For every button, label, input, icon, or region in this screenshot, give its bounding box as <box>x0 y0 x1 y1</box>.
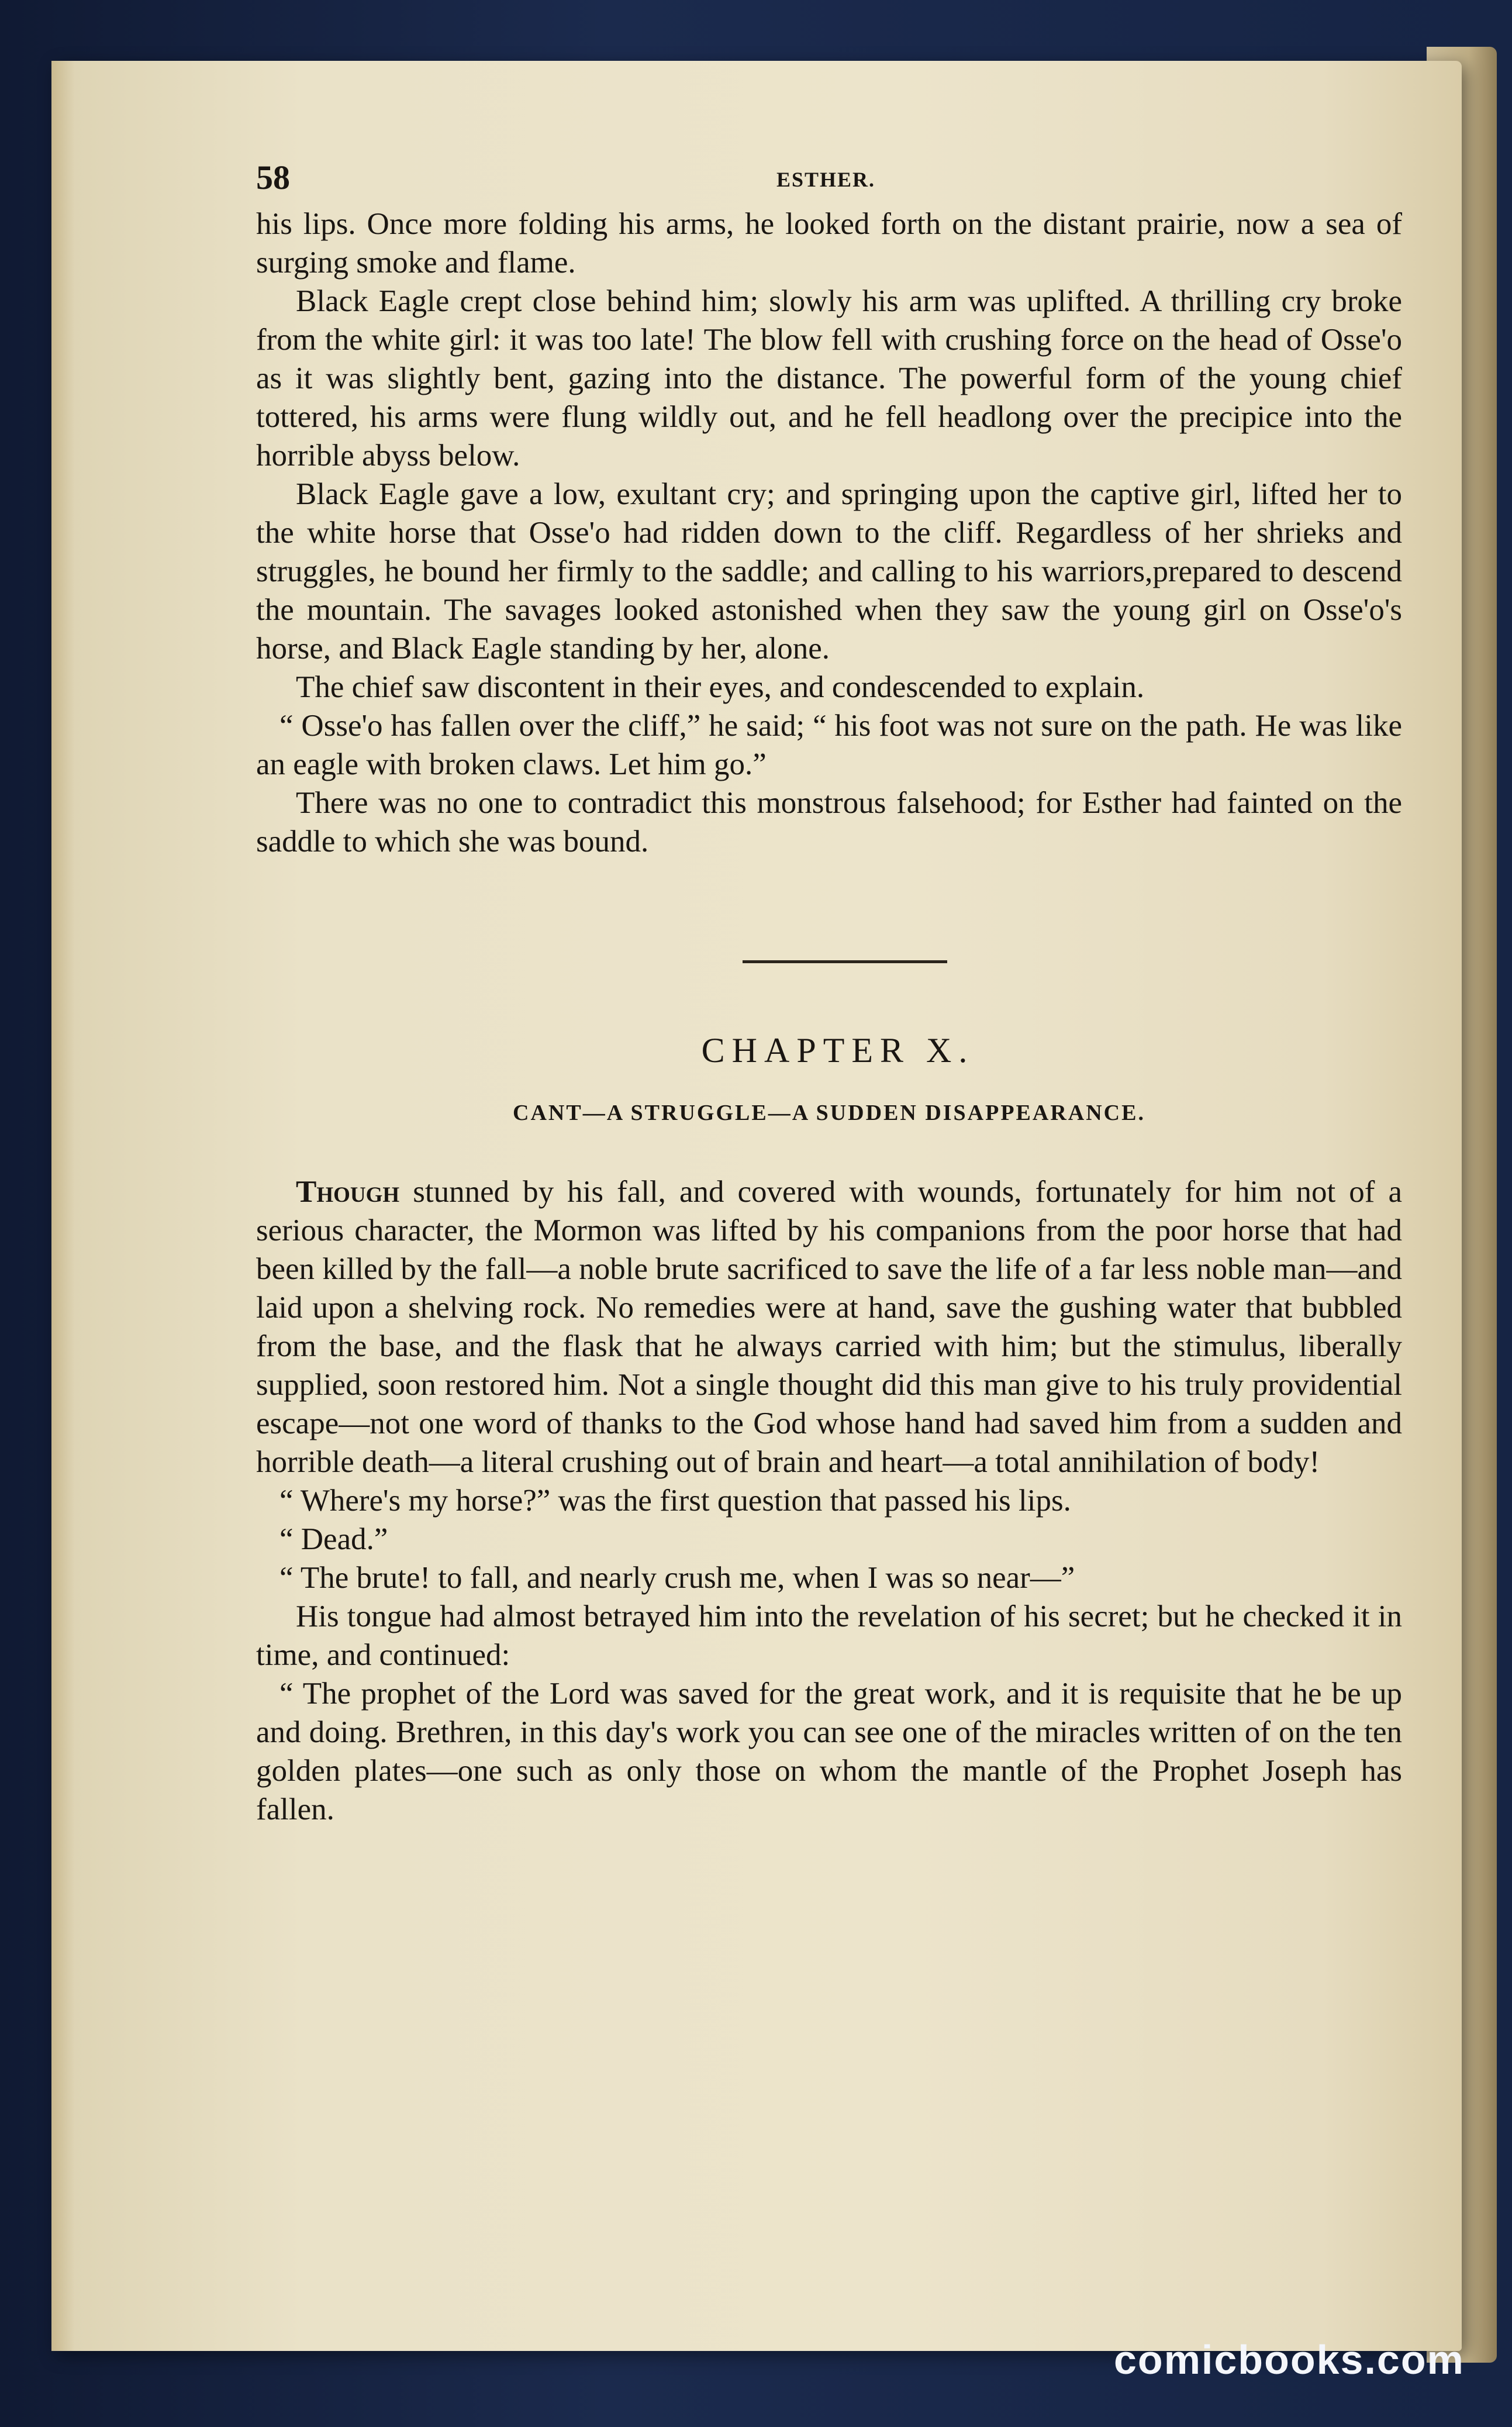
paragraph: “ Dead.” <box>279 1522 388 1556</box>
drop-word: Though <box>296 1175 400 1209</box>
running-title: ESTHER. <box>776 168 876 191</box>
paragraph: There was no one to contradict this monstrous falsehood; for Esther had fainted on the saddle to which she was bound. <box>256 786 1402 859</box>
paragraph: Black Eagle crept close behind him; slowly his arm was uplifted. A thrilling cry broke from the white girl: it was too late! The blow fell with crushing force on the head of Osse'o as it was slightly bent, gazing into the distance. The powerful form of the young chief tottered, his arms were flung wildly out, and he fell headlong over the precipice into the horrible abyss below. <box>256 284 1402 473</box>
section-divider <box>743 960 947 963</box>
paragraph: “ The prophet of the Lord was saved for the great work, and it is requisite that he be up and doing. Brethren, in this day's work you can see one of the miracles written of on the ten golden plates—one such as only those on whom the mantle of the Prophet Joseph has fallen. <box>256 1677 1402 1826</box>
chapter-subtitle: CANT—A STRUGGLE—A SUDDEN DISAPPEARANCE. <box>513 1101 1145 1125</box>
opening-paragraph <box>256 1173 1402 1481</box>
opening-text: stunned by his fall, and covered with wounds, fortunately for him not of a serious character, the Mormon was lifted by his companions from the poor horse that had been killed by the fall—a noble brute sacrificed to save the life of a far less noble man—and laid upon a shelving rock. No remedies were at hand, save the gushing water that bubbled from the base, and the flask that he always carried with him; but the stimulus, liberally supplied, soon restored him. Not a single thought did this man give to his truly providential escape—not one word of thanks to the God whose hand had saved him from a sudden and horrible death—a literal crushing out of brain and heart—a total annihilation of body! <box>256 1175 1402 1479</box>
paragraph: The chief saw discontent in their eyes, and condescended to explain. <box>296 670 1145 704</box>
paragraph: “ The brute! to fall, and nearly crush me, when I was so near—” <box>279 1561 1075 1595</box>
watermark: comicbooks.com <box>1114 2337 1465 2383</box>
page-gutter-shadow <box>51 61 75 2351</box>
paragraph: Black Eagle gave a low, exultant cry; and springing upon the captive girl, lifted her to the white horse that Osse'o had ridden down to the cliff. Regardless of her shrieks and struggles, he bound her firmly to the saddle; and calling to his warriors,prepared to descend the mountain. The savages looked astonished when they saw the young girl on Osse'o's horse, and Black Eagle standing by her, alone. <box>256 477 1402 666</box>
page-content <box>256 152 1402 1829</box>
paragraph: his lips. Once more folding his arms, he looked forth on the distant prairie, now a sea of surging smoke and flame. <box>256 207 1402 280</box>
chapter-heading: CHAPTER X. <box>701 1031 975 1070</box>
paragraph: “ Osse'o has fallen over the cliff,” he said; “ his foot was not sure on the path. He was like an eagle with broken claws. Let him go.” <box>256 709 1402 781</box>
paragraph: His tongue had almost betrayed him into the revelation of his secret; but he checked it in time, and continued: <box>256 1599 1402 1672</box>
running-head <box>256 152 1402 205</box>
page-number: 58 <box>256 158 290 196</box>
section-two <box>256 1173 1402 1829</box>
paragraph: “ Where's my horse?” was the first question that passed his lips. <box>279 1484 1071 1518</box>
section-one <box>256 205 1402 861</box>
